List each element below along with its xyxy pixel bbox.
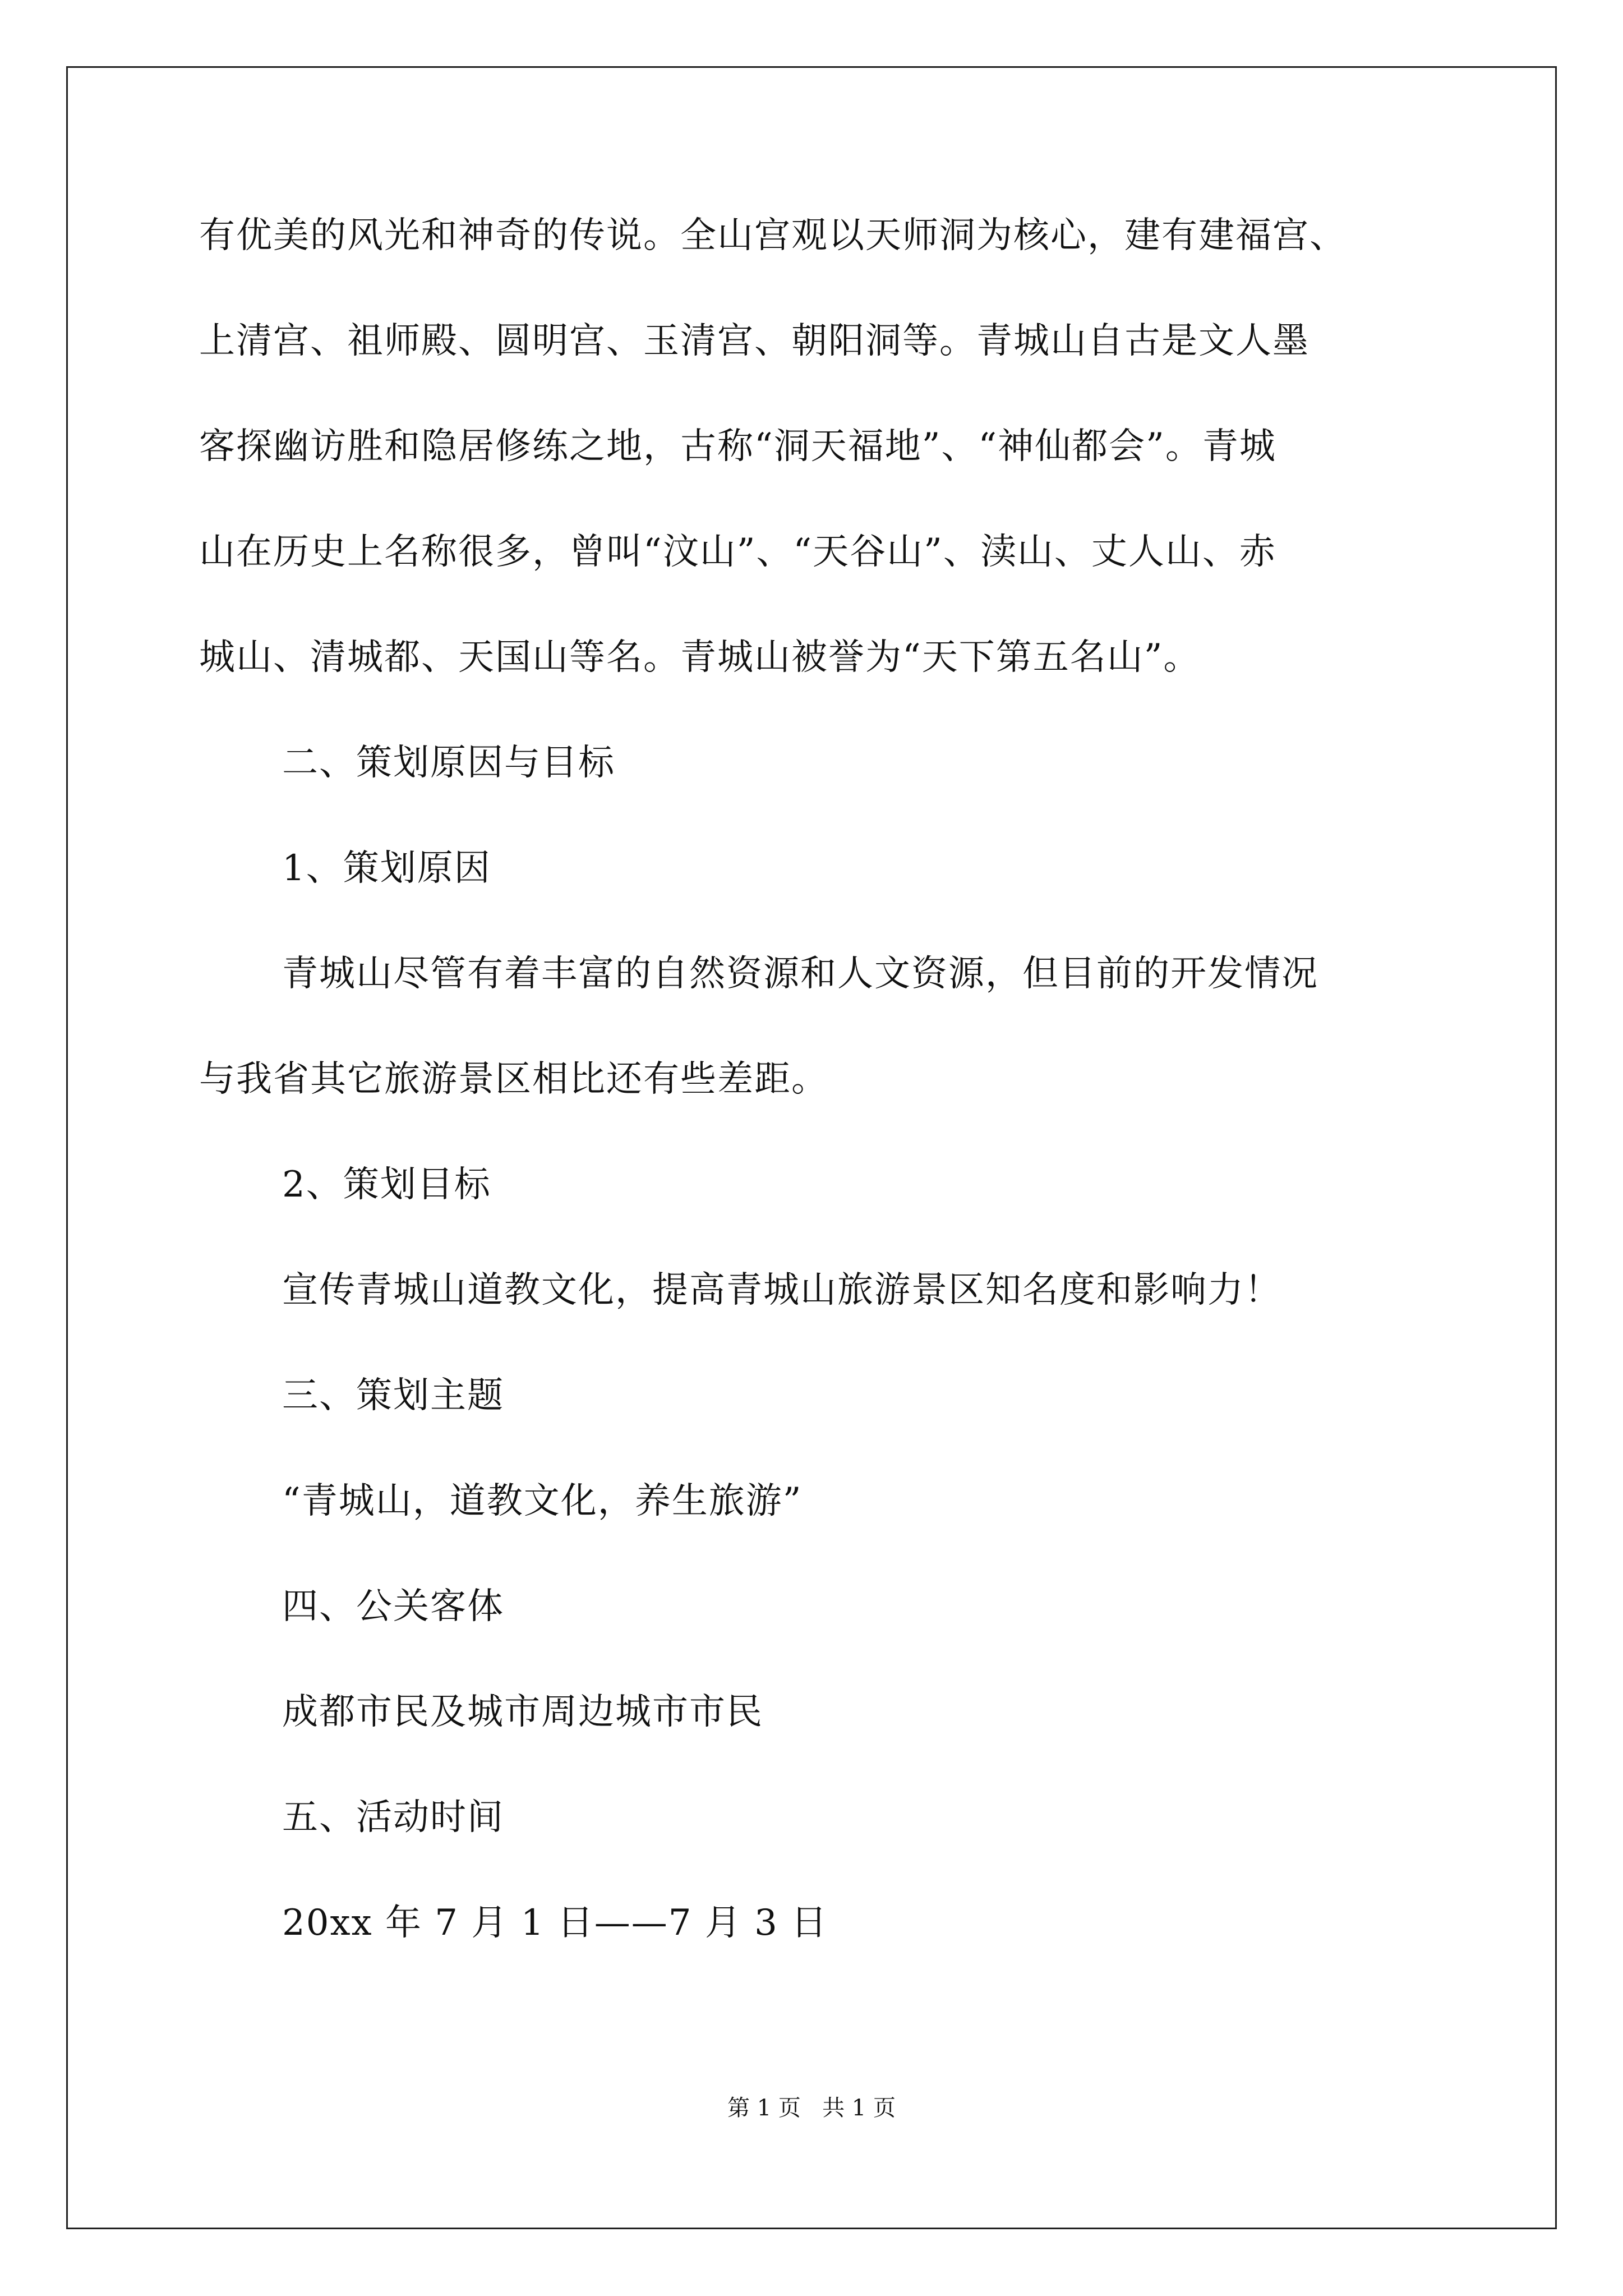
page-footer: 第 1 页 共 1 页 [727, 2095, 896, 2121]
paragraph-line: 山在历史上名称很多，曾叫“汶山”、“天谷山”、渎山、丈人山、赤 [199, 531, 1276, 573]
paragraph-line: 宣传青城山道教文化，提高青城山旅游景区知名度和影响力！ [282, 1269, 1281, 1311]
section-heading: 四、公关客体 [282, 1586, 504, 1627]
section-heading: 五、活动时间 [282, 1797, 504, 1838]
paragraph-line: 上清宫、祖师殿、圆明宫、玉清宫、朝阳洞等。青城山自古是文人墨 [199, 320, 1310, 362]
subsection-heading: 1、策划原因 [282, 848, 491, 889]
paragraph-line: 成都市民及城市周边城市市民 [282, 1691, 763, 1733]
paragraph-line: 20xx 年 7 月 1 日——7 月 3 日 [282, 1902, 828, 1944]
subsection-heading: 2、策划目标 [282, 1164, 491, 1205]
section-heading: 二、策划原因与目标 [282, 742, 615, 784]
paragraph-line: 客探幽访胜和隐居修练之地，古称“洞天福地”、“神仙都会”。青城 [199, 426, 1276, 467]
theme-quote: “青城山，道教文化，养生旅游” [282, 1480, 803, 1522]
paragraph-line: 有优美的风光和神奇的传说。全山宫观以天师洞为核心，建有建福宫、 [199, 215, 1347, 256]
paragraph-line: 与我省其它旅游景区相比还有些差距。 [199, 1059, 828, 1100]
paragraph-line: 青城山尽管有着丰富的自然资源和人文资源，但目前的开发情况 [282, 953, 1318, 995]
paragraph-line: 城山、清城都、天国山等名。青城山被誉为“天下第五名山”。 [199, 637, 1201, 678]
section-heading: 三、策划主题 [282, 1375, 504, 1416]
